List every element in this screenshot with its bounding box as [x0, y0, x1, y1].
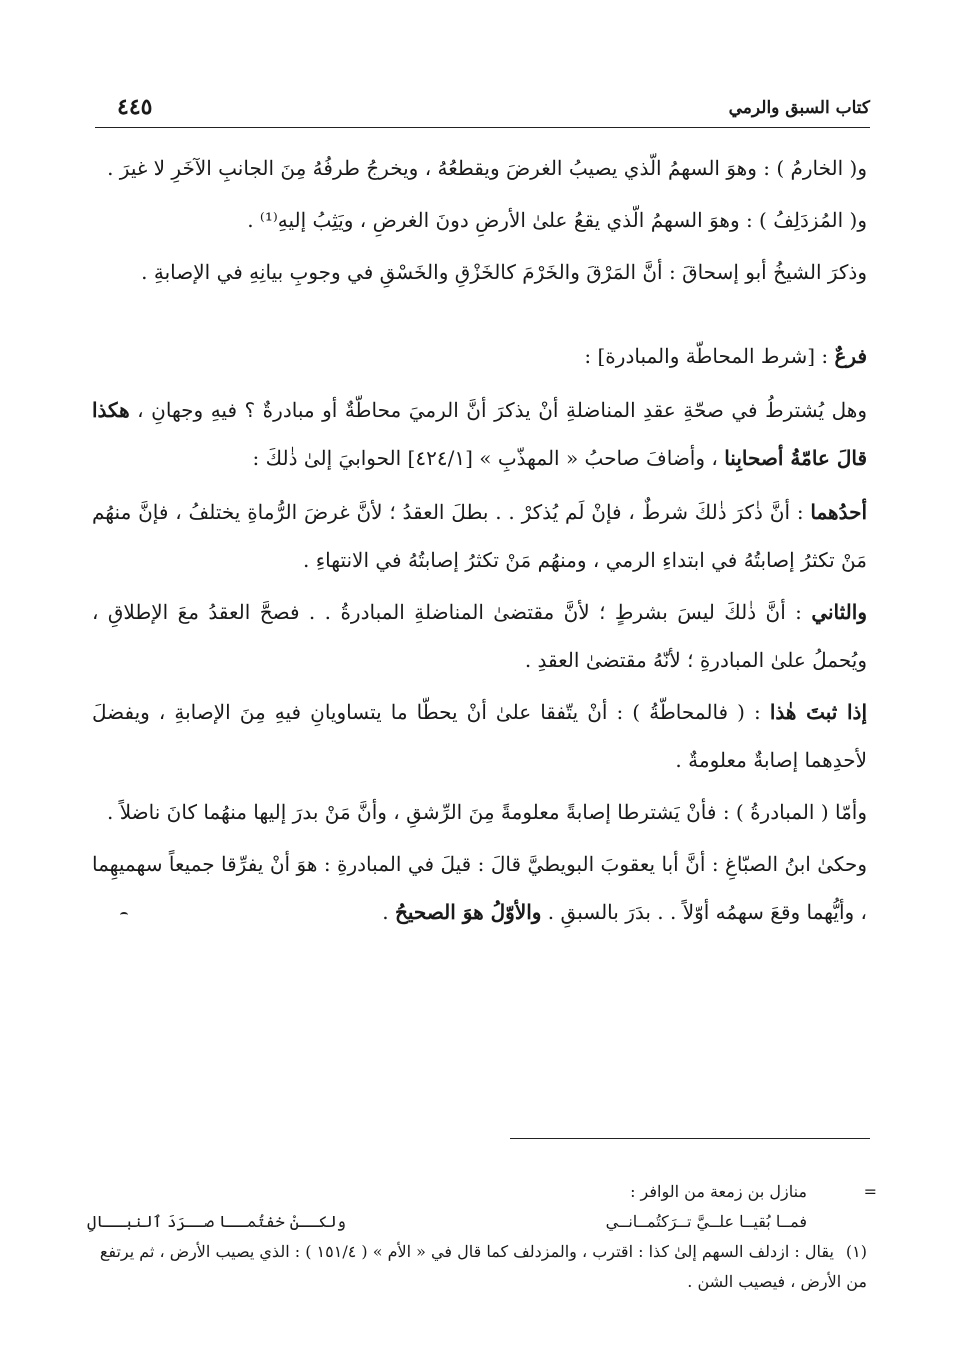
page-header [95, 94, 870, 124]
stray-mark [120, 912, 128, 918]
page-number: ٤٤٥ [117, 94, 153, 120]
paragraph-question-part1: وهل يُشترطُ في صحّةِ عقدِ المناضلةِ أنْ يذكرَ أنَّ الرميَ محاطّةٌ أو مبادرةٌ ؟ فيهِ وجهانِ ، [129, 398, 867, 422]
paragraph-al-kharim: و( الخارمُ ) : وهوَ السهمُ الّذي يصيبُ الغرضَ ويقطعُهُ ، ويخرجُ طرفُهُ مِنَ الجانبِ الآخَرِ لا غيرَ . [107, 156, 867, 180]
first-view-label: أحدُهما [810, 500, 867, 524]
paragraph-ibn-sabbagh [92, 840, 867, 936]
second-view-label: والثاني [811, 600, 867, 624]
paragraph-al-muzdalif: و( المُزدَلِفُ ) : وهوَ السهمُ الّذي يقعُ علىٰ الأرضِ دونَ الغرضِ ، ويَثِبُ إليهِ⁽¹⁾ . [247, 208, 867, 232]
continuation-mark: = [863, 1182, 877, 1201]
footnote-rule [510, 1138, 870, 1139]
footnote-1-text: يقال : ازدلف السهم إلىٰ كذا : اقترب ، والمزدلف كما قال في « الأم » ( ١٥١/٤ ) : الذي يصيب الأرض ، ثم يرتفع من الأرض ، فيصيب الشن . [99, 1242, 867, 1291]
footnote-continuation-text: منازل بن زمعة من الوافر : [630, 1182, 807, 1201]
muhatta-label: إذا ثبتَ هٰذا [769, 700, 867, 724]
header-rule [95, 127, 870, 128]
footnote-1-number: (١) [845, 1242, 867, 1261]
footnote-continuation [77, 1177, 877, 1207]
paragraph-mubadara: وأمّا ( المبادرةُ ) : فأنْ يَشترطا إصابةً معلومةً مِنَ الرِّشقِ ، وأنَّ مَنْ بدرَ إليها منهُما كانَ ناضلاً . [107, 800, 867, 824]
ibn-sabbagh-text: وحكىٰ ابنُ الصبّاغِ : أنَّ أبا يعقوبَ البويطيَّ قالَ : قيلَ في المبادرةِ : هوَ أنْ يفرِّقا جميعاً سهميهِما ، وأيُّهما وقعَ سهمُه أوّلاً . . بدَرَ بالسبقِ . [92, 852, 867, 924]
paragraph-first-view [92, 488, 867, 584]
paragraph-question [92, 386, 867, 482]
ibn-sabbagh-end: . [382, 900, 395, 924]
paragraph-abu-ishaq: وذكرَ الشيخُ أبو إسحاقَ : أنَّ المَرْقَ والخَرْمَ كالخَزْقِ والخَسْقِ في وجوبِ بيانِهِ في الإصابةِ . [141, 260, 867, 284]
main-text [92, 144, 867, 936]
first-view-text: : أنَّ ذٰكرَ ذٰلكَ شرطٌ ، فإنْ لَم يُذكرْ . . بطلَ العقدُ ؛ لأنَّ غرضَ الرُّماةِ يختلفُ ، فإنَّ منهُم مَنْ تكثرُ إصابتُهُ في ابتداءِ الرمي ، ومنهُم مَنْ تكثرُ إصابتُهُ في الانتهاءِ . [92, 500, 867, 572]
running-title: كتاب السبق والرمي [728, 98, 870, 118]
second-view-text: : أنَّ ذٰلكَ ليسَ بشرطٍ ؛ لأنَّ مقتضىٰ المناضلةِ المبادرةُ . . فصحَّ العقدُ معَ الإطلاقِ ، ويُحملُ علىٰ المبادرةِ ؛ لأنّهُ مقتضىٰ العقدِ . [92, 600, 867, 672]
verse-second-hemistich: ولكــنْ خفتُمــا صــرَدَ ٱلنبــالِ [87, 1212, 347, 1231]
verse-first-hemistich: فمــا بُقيــا علــيَّ تــرَكتُمــانــي [605, 1212, 807, 1231]
muhatta-text: : ( فالمحاطّةُ ) : أنْ يتّفقا علىٰ أنْ يحطّا ما يتساويانِ فيهِ مِنَ الإصابةِ ، ويفضلَ لأحدِهما إصابةٌ معلومةٌ . [92, 700, 867, 772]
far-label: فرعٌ [834, 344, 867, 368]
paragraph-second-view [92, 588, 867, 684]
footnotes [77, 1177, 877, 1297]
far-title: : [شرط المحاطّة والمبادرة] : [584, 344, 835, 368]
paragraph-question-part2: ، وأضافَ صاحبُ « المهذّبِ » [٤٢٤/١] الحوابيَ إلىٰ ذٰلكَ : [252, 446, 725, 470]
ibn-sabbagh-conclusion: والأوّلُ هوَ الصحيحُ [394, 900, 542, 924]
paragraph-question-bold: هكذا قالَ عامّةُ أصحابِنا [92, 398, 867, 470]
paragraph-muhatta [92, 688, 867, 784]
footnote-1 [77, 1237, 867, 1297]
poetry-verse [77, 1207, 867, 1237]
section-heading-far [92, 332, 867, 380]
